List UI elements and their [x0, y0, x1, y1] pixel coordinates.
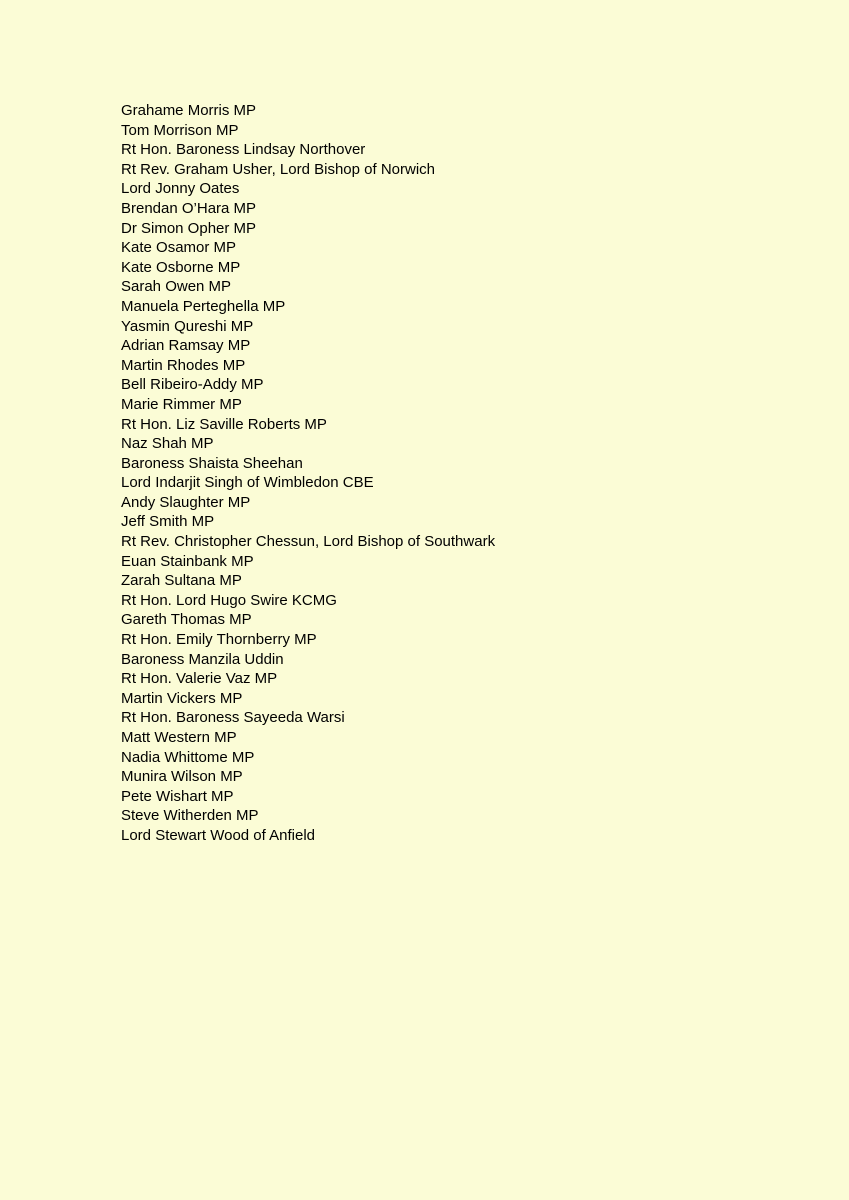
signatory-name: Rt Rev. Christopher Chessun, Lord Bishop of Southwark — [121, 533, 496, 551]
signatory-name: Manuela Perteghella MP — [121, 297, 286, 315]
signatory-name: Sarah Owen MP — [121, 278, 232, 296]
signatory-name: Naz Shah MP — [121, 435, 214, 453]
signatory-name: Andy Slaughter MP — [121, 493, 251, 511]
signatory-name: Lord Stewart Wood of Anfield — [121, 826, 316, 844]
signatory-name: Rt Hon. Baroness Lindsay Northover — [121, 141, 366, 159]
signatory-name: Baroness Shaista Sheehan — [121, 454, 303, 472]
signatory-name: Pete Wishart MP — [121, 787, 234, 805]
signatory-name: Lord Indarjit Singh of Wimbledon CBE — [121, 474, 374, 492]
signatory-name: Kate Osborne MP — [121, 258, 241, 276]
signatory-name: Yasmin Qureshi MP — [121, 317, 254, 335]
signatory-name: Marie Rimmer MP — [121, 395, 242, 413]
signatory-name: Euan Stainbank MP — [121, 552, 254, 570]
signatory-name: Rt Hon. Emily Thornberry MP — [121, 631, 317, 649]
signatory-name: Dr Simon Opher MP — [121, 219, 257, 237]
signatory-name: Lord Jonny Oates — [121, 180, 240, 198]
signatory-name: Rt Hon. Liz Saville Roberts MP — [121, 415, 327, 433]
signatory-name: Adrian Ramsay MP — [121, 337, 251, 355]
signatory-name: Gareth Thomas MP — [121, 611, 252, 629]
signatory-name: Jeff Smith MP — [121, 513, 215, 531]
signatory-name: Nadia Whittome MP — [121, 748, 255, 766]
signatory-name: Rt Hon. Baroness Sayeeda Warsi — [121, 709, 345, 727]
signatory-name: Grahame Morris MP — [121, 102, 257, 119]
signatory-name: Martin Vickers MP — [121, 689, 243, 707]
signatory-list — [121, 101, 495, 846]
signatory-name: Bell Ribeiro-Addy MP — [121, 376, 264, 394]
signatory-name: Steve Witherden MP — [121, 807, 259, 825]
signatory-name: Martin Rhodes MP — [121, 356, 246, 374]
signatory-name: Rt Rev. Graham Usher, Lord Bishop of Norwich — [121, 160, 436, 178]
signatory-name: Baroness Manzila Uddin — [121, 650, 284, 668]
signatory-name: Rt Hon. Valerie Vaz MP — [121, 670, 278, 688]
signatory-name: Kate Osamor MP — [121, 239, 237, 257]
signatory-name: Tom Morrison MP — [121, 121, 239, 139]
signatory-name: Brendan O’Hara MP — [121, 199, 257, 217]
signatory-name: Matt Western MP — [121, 729, 237, 746]
signatory-name: Munira Wilson MP — [121, 768, 243, 786]
signatory-name: Rt Hon. Lord Hugo Swire KCMG — [121, 591, 337, 609]
signatory-name: Zarah Sultana MP — [121, 572, 242, 590]
